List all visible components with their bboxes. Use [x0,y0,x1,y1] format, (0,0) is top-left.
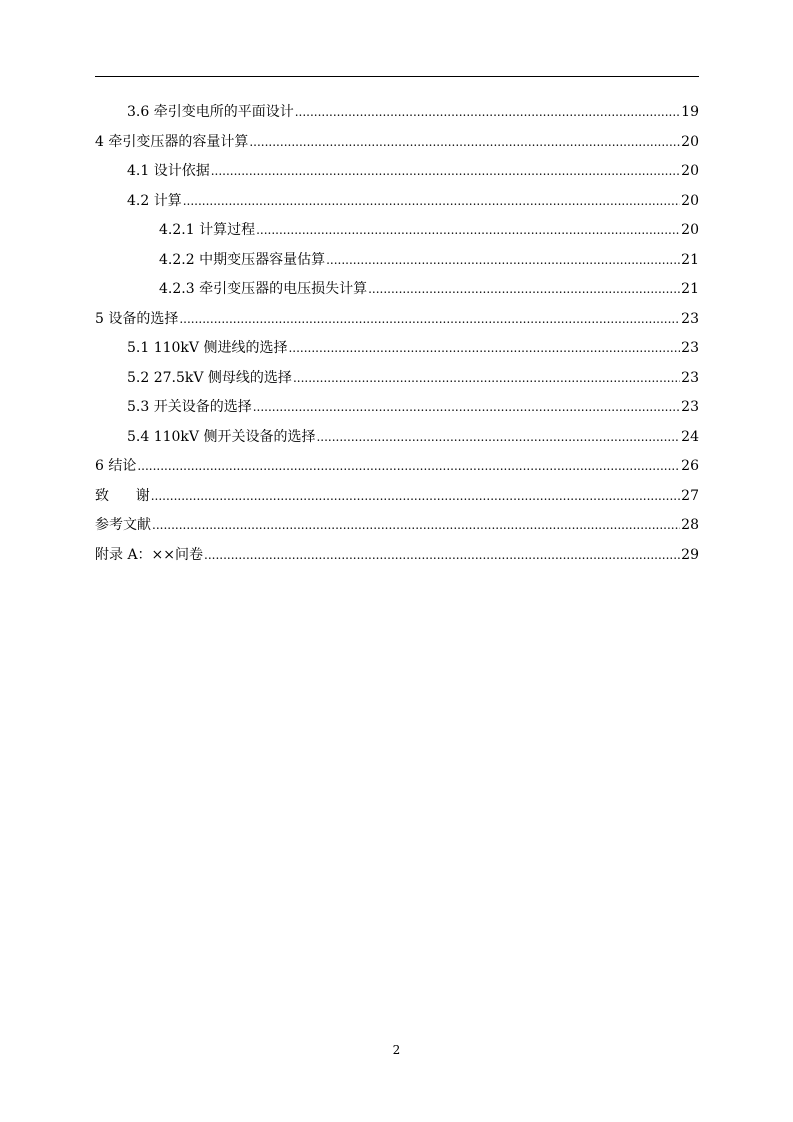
toc-entry[interactable] [95,423,699,453]
toc-entry[interactable] [95,305,699,335]
toc-entry[interactable] [95,393,699,423]
toc-entry-page: 20 [681,163,699,179]
toc-entry[interactable] [95,187,699,217]
toc-entry[interactable] [95,157,699,187]
toc-entry-label: 5.1 110kV 侧进线的选择 [127,340,288,356]
table-of-contents [95,98,699,570]
toc-dot-leader [249,128,680,158]
toc-entry-page: 24 [681,428,699,445]
header-rule [95,76,699,77]
toc-entry-label: 致 谢 [95,487,150,504]
toc-entry-label: 5 设备的选择 [95,310,179,327]
toc-entry[interactable] [95,216,699,246]
toc-entry-label: 3.6 牵引变电所的平面设计 [127,104,294,120]
toc-dot-leader [295,98,680,128]
toc-dot-leader [293,364,680,394]
toc-dot-leader [151,482,680,512]
toc-dot-leader [152,511,680,541]
toc-entry[interactable] [95,128,699,158]
toc-entry-label: 6 结论 [95,458,137,474]
toc-entry-page: 23 [681,399,699,415]
toc-entry-page: 20 [681,192,699,209]
toc-entry-page: 28 [681,517,699,533]
toc-dot-leader [368,275,680,305]
toc-entry-page: 23 [681,369,699,386]
toc-entry[interactable] [95,511,699,541]
toc-dot-leader [183,187,680,217]
toc-entry[interactable] [95,541,699,571]
toc-dot-leader [253,393,680,423]
toc-entry-label: 参考文献 [95,517,151,533]
toc-entry[interactable] [95,246,699,276]
toc-entry-page: 29 [681,546,699,563]
toc-entry-page: 21 [681,281,699,297]
toc-entry[interactable] [95,364,699,394]
toc-entry-page: 19 [681,104,699,120]
toc-dot-leader [137,452,680,482]
toc-entry-label: 4.2.2 中期变压器容量估算 [159,251,326,268]
toc-entry-page: 21 [681,251,699,268]
toc-entry-label: 4.2.3 牵引变压器的电压损失计算 [159,281,368,297]
toc-entry[interactable] [95,334,699,364]
toc-entry-page: 23 [681,310,699,327]
toc-entry-page: 26 [681,458,699,474]
toc-entry-label: 4.2.1 计算过程 [159,222,256,238]
toc-dot-leader [316,423,680,453]
toc-entry-label: 4.1 设计依据 [127,163,210,179]
toc-entry-label: 4.2 计算 [127,192,182,209]
toc-dot-leader [179,305,680,335]
toc-entry-page: 23 [681,340,699,356]
toc-dot-leader [326,246,680,276]
toc-dot-leader [204,541,680,571]
toc-entry[interactable] [95,482,699,512]
page-number: 2 [392,1043,401,1057]
toc-dot-leader [211,157,680,187]
toc-entry-page: 27 [681,487,699,504]
toc-entry-label: 5.4 110kV 侧开关设备的选择 [127,428,316,445]
toc-entry-label: 4 牵引变压器的容量计算 [95,133,249,150]
toc-entry-page: 20 [681,133,699,150]
toc-entry-label: 5.2 27.5kV 侧母线的选择 [127,369,292,386]
toc-entry-label: 附录 A：××问卷 [95,546,204,563]
toc-entry-label: 5.3 开关设备的选择 [127,399,252,415]
toc-entry[interactable] [95,98,699,128]
toc-dot-leader [288,334,680,364]
toc-entry[interactable] [95,452,699,482]
toc-entry[interactable] [95,275,699,305]
toc-dot-leader [256,216,680,246]
toc-entry-page: 20 [681,222,699,238]
